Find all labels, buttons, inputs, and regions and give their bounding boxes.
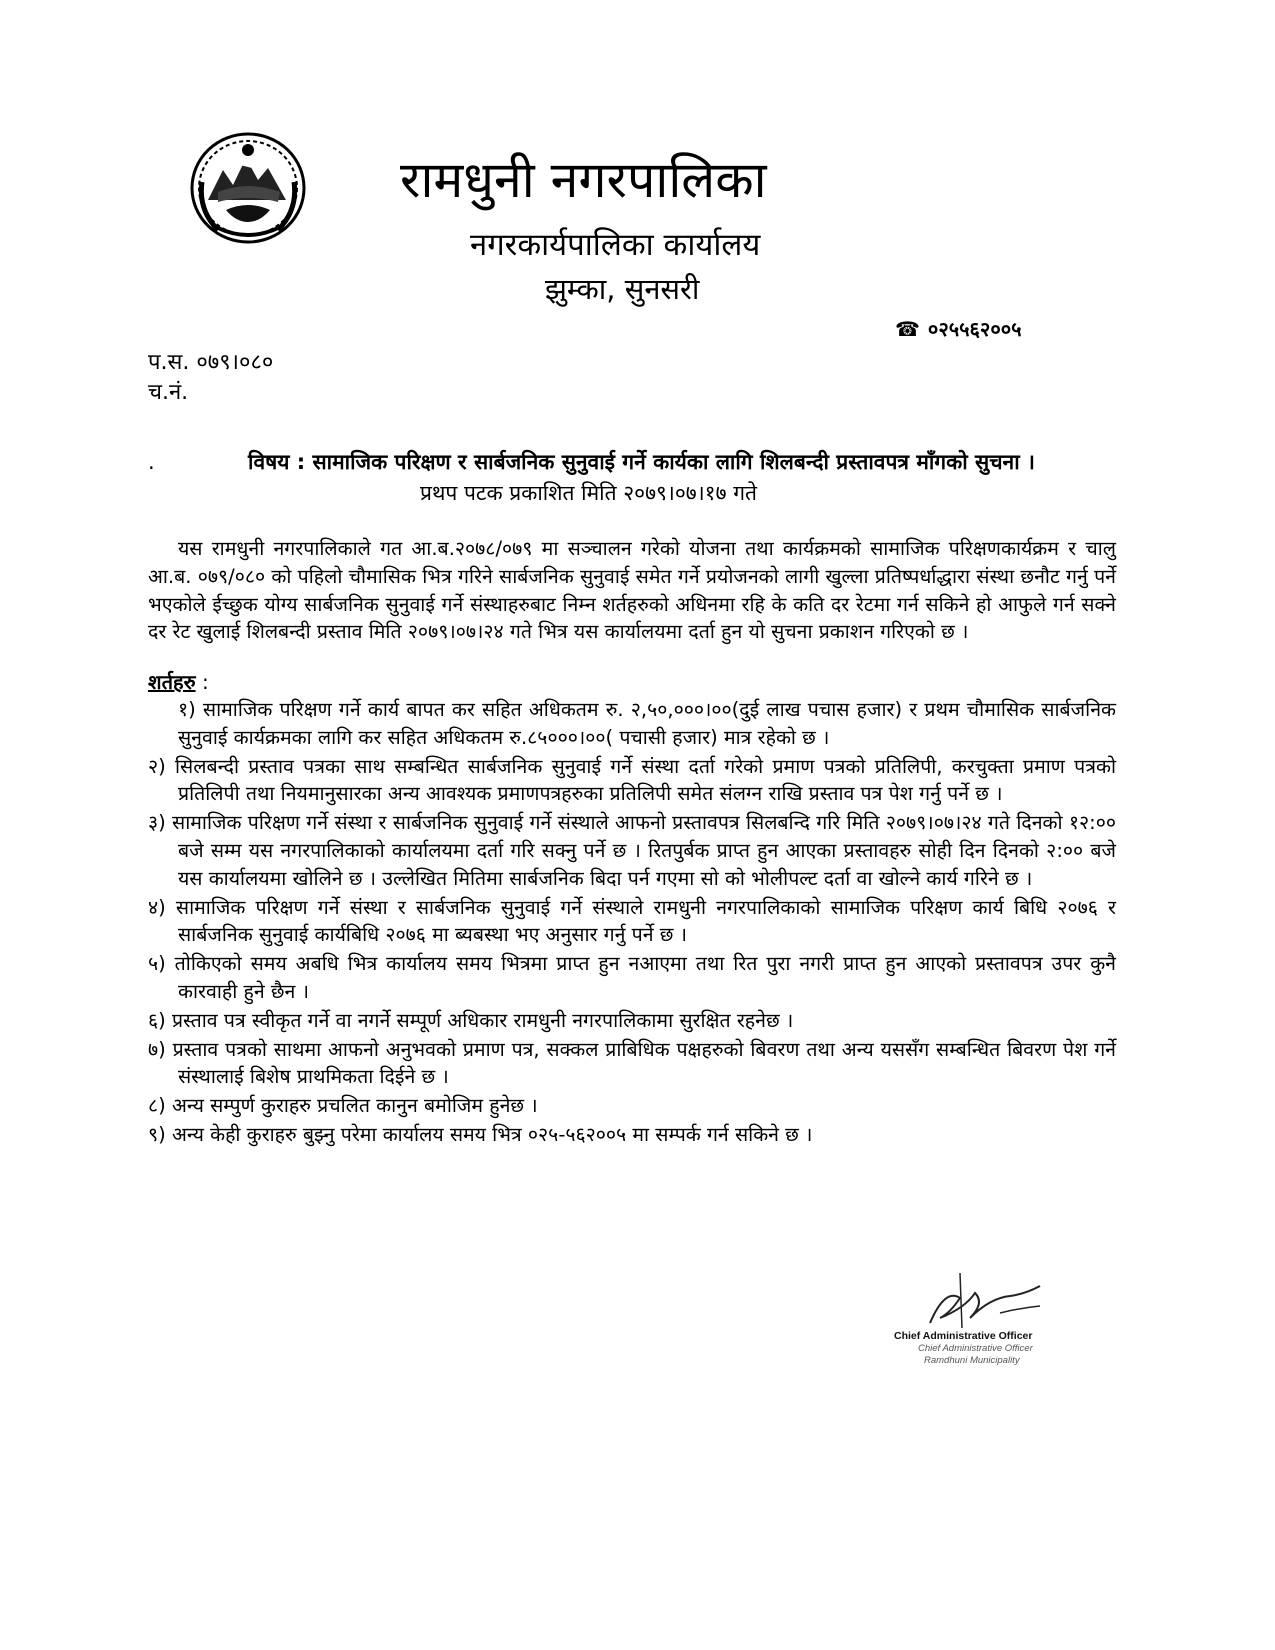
nepal-emblem-icon <box>188 130 308 245</box>
published-date: प्रथप पटक प्रकाशित मिति २०७९।०७।१७ गते <box>420 481 757 505</box>
office-name: नगरकार्यपालिका कार्यालय <box>470 227 761 263</box>
condition-item: १) सामाजिक परिक्षण गर्ने कार्य बापत कर सहित अधिकतम रु. २,५०,०००।००(दुई लाख पचास हजार) र प्रथम चौमासिक सार्बजनिक सुनुवाई कार्यक्रमका लागि कर सहित अधिकतम रु.८५०००।००( पचासी हजार) मात्र रहेको छ । <box>178 698 1116 749</box>
signature-stamp-line1: Chief Administrative Officer <box>918 1343 1033 1354</box>
signature-icon <box>890 1268 1060 1338</box>
condition-item: ५) तोकिएको समय अबधि भित्र कार्यालय समय भित्रमा प्राप्त हुन नआएमा तथा रित पुरा नगरी प्राप्त हुन आएको प्रस्तावपत्र उपर कुनै कारवाही हुने छैन । <box>148 952 1116 1003</box>
condition-item: ८) अन्य सम्पुर्ण कुराहरु प्रचलित कानुन बमोजिम हुनेछ । <box>148 1094 538 1118</box>
telephone-icon: ☎ <box>895 317 920 341</box>
office-address: झुम्का, सुनसरी <box>545 272 700 306</box>
signature-stamp-line2: Ramdhuni Municipality <box>924 1355 1020 1366</box>
signature-title: Chief Administrative Officer <box>894 1330 1033 1342</box>
conditions-list <box>148 696 1116 1150</box>
subject-line <box>148 447 1118 477</box>
condition-item: २) सिलबन्दी प्रस्ताव पत्रका साथ सम्बन्धित सार्बजनिक सुनुवाई गर्ने संस्था दर्ता गरेको प्रमाण पत्रको प्रतिलिपी, करचुक्ता प्रमाण पत्रको प्रतिलिपी तथा नियमानुसारका अन्य आवश्यक प्रमाणपत्रहरुका प्रतिलिपी समेत संलग्न राखि प्रस्ताव पत्र पेश गर्नु पर्ने छ । <box>148 754 1116 806</box>
condition-item: ६) प्रस्ताव पत्र स्वीकृत गर्ने वा नगर्ने सम्पूर्ण अधिकार रामधुनी नगरपालिकामा सुरक्षित रहनेछ । <box>148 1008 794 1032</box>
condition-item: ७) प्रस्ताव पत्रको साथमा आफनो अनुभवको प्रमाण पत्र, सक्कल प्राबिधिक पक्षहरुको बिवरण तथा अन्य यससँग सम्बन्धित बिवरण पेश गर्ने संस्थालाई बिशेष प्राथमिकता दिईने छ । <box>148 1037 1116 1089</box>
condition-item: ९) अन्य केही कुराहरु बुझ्नु परेमा कार्यालय समय भित्र ०२५-५६२००५ मा सम्पर्क गर्न सकिने छ । <box>148 1122 813 1146</box>
conditions-heading-text: शर्तहरु <box>148 670 196 694</box>
reference-cn: च.नं. <box>148 380 189 405</box>
subject-text: विषय : सामाजिक परिक्षण र सार्बजनिक सुनुवाई गर्ने कार्यका लागि शिलबन्दी प्रस्तावपत्र माँगको सुचना । <box>248 450 1035 474</box>
subject-dot: . <box>148 450 155 474</box>
conditions-heading-colon: : <box>195 670 209 694</box>
municipality-name: रामधुनी नगरपालिका <box>400 151 767 209</box>
phone-block <box>895 315 1022 342</box>
reference-block <box>148 348 273 408</box>
phone-number: ०२५५६२००५ <box>927 317 1022 341</box>
reference-ps: प.स. ०७९।०८० <box>148 350 274 375</box>
signature-block <box>890 1268 1060 1378</box>
condition-item: ३) सामाजिक परिक्षण गर्ने संस्था र सार्बजनिक सुनुवाई गर्ने संस्थाले आफनो प्रस्तावपत्र सिलबन्दि गरि मिति २०७९।०७।२४ गते दिनको १२:०० बजे सम्म यस नगरपालिकाको कार्यालयमा दर्ता गरि सक्नु पर्ने छ । रितपुर्बक प्राप्त हुन आएका प्रस्तावहरु सोही दिन दिनको २:०० बजे यस कार्यालयमा खोलिने छ । उल्लेखित मितिमा सार्बजनिक बिदा पर्न गएमा सो को भोलीपल्ट दर्ता वा खोल्ने कार्य गरिने छ । <box>148 811 1116 890</box>
condition-item: ४) सामाजिक परिक्षण गर्ने संस्था र सार्बजनिक सुनुवाई गर्ने संस्थाले रामधुनी नगरपालिकाको सामाजिक परिक्षण कार्य बिधि २०७६ र सार्बजनिक सुनुवाई कार्यबिधि २०७६ मा ब्यबस्था भए अनुसार गर्नु पर्ने छ । <box>148 895 1116 947</box>
conditions-heading <box>148 668 209 696</box>
intro-paragraph: यस रामधुनी नगरपालिकाले गत आ.ब.२०७८/०७९ मा सञ्चालन गरेको योजना तथा कार्यक्रमको सामाजिक परिक्षणकार्यक्रम र चालु आ.ब. ०७९/०८० को पहिलो चौमासिक भित्र गरिने सार्बजनिक सुनुवाई समेत गर्ने प्रयोजनको लागी खुल्ला प्रतिष्पर्धाद्धारा संस्था छनौट गर्नु पर्ने भएकोले ईच्छुक योग्य सार्बजनिक सुनुवाई गर्ने संस्थाहरुबाट निम्न शर्तहरुको अधिनमा रहि के कति दर रेटमा गर्न सकिने हो आफुले गर्न सक्ने दर रेट खुलाई शिलबन्दी प्रस्ताव मिति २०७९।०७।२४ गते भित्र यस कार्यालयमा दर्ता हुन यो सुचना प्रकाशन गरिएको छ । <box>148 537 1116 644</box>
